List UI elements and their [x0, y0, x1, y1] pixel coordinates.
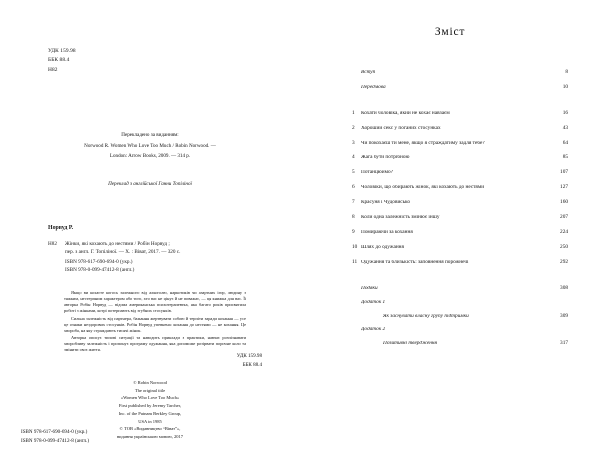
toc-label: Шлях до одужання	[361, 244, 404, 250]
catalog-author: Норвуд Р.	[48, 225, 74, 231]
annotation-paragraph: Авторка описує типові ситуації та наводить приклади з практики, навчає розпізнавати хворобливу залежність і пропонує програму одужання, яка допоможе розірвати порочне коло та змінити своє життя.	[64, 335, 246, 353]
copyright-line: USA in 1985	[138, 418, 162, 424]
toc-entry-chapter-2[interactable]	[352, 126, 568, 141]
table-of-contents-page	[300, 0, 600, 461]
toc-page-number: 43	[562, 124, 568, 131]
toc-entry-chapter-4[interactable]	[352, 155, 568, 170]
toc-entry-appendix-2-item[interactable]	[352, 341, 568, 355]
toc-page-number: 224	[560, 228, 568, 235]
toc-label: Одужання та близькість: заповнення порожнечі	[361, 259, 469, 265]
toc-label: Чоловіки, що обирають жінок, які кохають до нестями	[361, 185, 485, 191]
isbn-block	[21, 428, 89, 446]
toc-label: Красуня і Чудовисько	[361, 200, 411, 206]
copyright-line: видання українською мовою, 2017	[117, 434, 183, 440]
toc-entry-chapter-3[interactable]	[352, 141, 568, 156]
toc-list	[352, 70, 568, 354]
catalog-imprint: пер. з англ. Г. Топіліної. — Х. : Віват, 2017. — 320 с.	[65, 249, 181, 256]
toc-entry-appendix-1-item[interactable]	[352, 314, 568, 328]
toc-number: 5	[352, 169, 355, 176]
annotation-block	[64, 290, 246, 355]
toc-entry-chapter-11[interactable]	[352, 260, 568, 275]
toc-page-number: 317	[560, 339, 568, 346]
toc-page-number: 16	[562, 109, 568, 116]
udk-code-repeat: УДК 159.98	[236, 353, 262, 359]
bbk-code: ББК 88.4	[48, 57, 70, 64]
toc-number: 8	[352, 214, 355, 221]
toc-entry-podyaky[interactable]	[352, 286, 568, 301]
copyright-line: First published by Jeremy Tarcher,	[118, 403, 182, 409]
toc-entry-chapter-10[interactable]	[352, 245, 568, 260]
toc-entry-chapter-6[interactable]	[352, 185, 568, 200]
toc-entry-vstup[interactable]	[352, 70, 568, 85]
toc-page-number: 107	[560, 169, 568, 176]
toc-label: Потанцюймо?	[361, 170, 393, 176]
page-title: Зміст	[434, 26, 466, 38]
copyright-line: © Robin Norwood	[133, 380, 167, 385]
book-code: Н82	[48, 66, 58, 73]
udk-code: УДК 159.98	[48, 48, 76, 54]
copyright-line: Inc. of the Putnam Berkley Group,	[118, 410, 182, 416]
catalog-entry	[48, 224, 253, 275]
toc-number: 10	[352, 243, 358, 250]
toc-page-number: 292	[560, 258, 568, 265]
copyright-line: © ТОВ «Видавництво “Віват”»,	[119, 426, 181, 432]
toc-label: Позитивні твердження	[383, 340, 437, 346]
toc-label: Жага бути потрібною	[361, 155, 410, 161]
toc-page-number: 160	[560, 199, 568, 206]
translated-from-heading: Перекладено за виданням:	[121, 132, 179, 138]
toc-number: 1	[352, 109, 355, 116]
toc-number: 6	[352, 184, 355, 191]
toc-entry-peredmova[interactable]	[352, 85, 568, 100]
classification-codes-repeat	[0, 352, 262, 370]
translated-from-block	[0, 131, 300, 161]
isbn-en: ISBN 978-0-099-47412-8 (англ.)	[21, 438, 90, 445]
toc-entry-chapter-5[interactable]	[352, 170, 568, 185]
original-edition-line-1: Norwood R. Women Who Love Too Much / Robin Norwood. —	[84, 143, 216, 150]
toc-entry-appendix-1-head[interactable]	[352, 300, 568, 314]
toc-entry-appendix-2-head[interactable]	[352, 327, 568, 341]
toc-number: 11	[352, 258, 358, 265]
toc-number: 9	[352, 228, 355, 235]
toc-page-number: 127	[560, 184, 568, 191]
toc-page-number: 308	[560, 284, 568, 291]
isbn-ua: ISBN 978-617-690-694-0 (укр.)	[21, 429, 88, 435]
catalog-isbn-en: ISBN 978-0-099-47412-8 (англ.)	[65, 267, 135, 274]
annotation-paragraph: Якщо ви кохаєте когось залежного від алкоголю, наркотиків чи азартних ігор, людину з тяжким, нестерпним характером або того, хто вас не цінує й не поважає, — ця книжка для вас. Її авторка Робін Норвуд — відома американська психотерапевтка, яка багато років присвятила роботі з жінками, котрі потерпають від згубних стосунків.	[64, 290, 246, 314]
toc-page-number: 85	[562, 154, 568, 161]
toc-label: Подяки	[361, 285, 378, 291]
toc-number: 2	[352, 124, 355, 131]
toc-number: 7	[352, 199, 355, 206]
catalog-title: Жінки, які кохають до нестями / Робін Норвуд ;	[65, 240, 170, 247]
catalog-isbn-ua: ISBN 978-617-690-694-0 (укр.)	[65, 258, 133, 265]
toc-entry-chapter-1[interactable]	[352, 111, 568, 126]
toc-entry-chapter-8[interactable]	[352, 215, 568, 230]
toc-page-number: 64	[562, 139, 568, 146]
annotation-paragraph: Сильна залежність від партнера, бажання жертвувати собою й терпіти заради кохання — усе це ознаки нездорових стосунків. Робін Норвуд упевнена: кохання до нестями — не кохання. Це хвороба, на яку страждають тисячі жінок.	[64, 315, 246, 333]
toc-label: Додаток 2	[361, 327, 386, 333]
toc-page-number: 8	[565, 69, 568, 75]
toc-number: 3	[352, 139, 355, 146]
copyright-line: «Women Who Love Too Much»	[120, 395, 180, 401]
toc-label: Хороший секс у поганих стосунках	[361, 125, 441, 131]
toc-label: Передмова	[361, 84, 386, 90]
toc-label: Кохати чоловіка, який не кохає навзаєм	[361, 110, 450, 116]
toc-entry-chapter-9[interactable]	[352, 230, 568, 245]
copyright-line: The original title	[134, 387, 166, 393]
toc-label: Вступ	[361, 70, 376, 75]
original-edition-line-2: London: Arrow Books, 2009. — 314 p.	[109, 152, 191, 159]
translator-note	[0, 181, 300, 187]
toc-label: Помираючи за кохання	[361, 229, 413, 235]
toc-label: Як заснувати власну групу підтримки	[383, 313, 469, 319]
toc-label: Коли одна залежність змінює іншу	[361, 215, 440, 221]
toc-label: Чи покохаєш ти мене, якщо я страждатиму задля тебе?	[361, 140, 485, 146]
catalog-code: Н82	[48, 240, 57, 247]
toc-page-number: 250	[560, 243, 568, 250]
toc-page-number: 309	[560, 312, 568, 319]
translator-note-text: Переклад з англійської Ганни Топіліної	[108, 181, 192, 187]
toc-label: Додаток 1	[361, 300, 386, 306]
toc-entry-chapter-7[interactable]	[352, 200, 568, 215]
toc-page-number: 10	[562, 83, 568, 90]
toc-number: 4	[352, 154, 355, 161]
bbk-code-repeat: ББК 88.4	[242, 361, 262, 368]
toc-page-number: 207	[560, 214, 568, 221]
classification-codes	[48, 47, 76, 75]
